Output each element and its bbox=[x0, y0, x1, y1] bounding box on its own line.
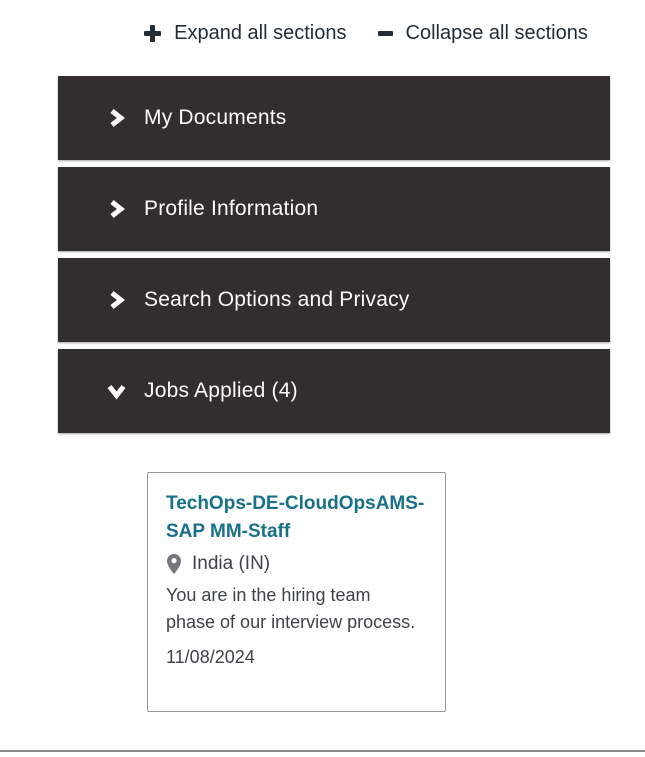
collapse-all-label: Collapse all sections bbox=[405, 21, 588, 44]
bottom-divider bbox=[0, 750, 645, 752]
chevron-right-icon bbox=[108, 108, 125, 128]
section-label: My Documents bbox=[144, 106, 287, 129]
job-application-card bbox=[147, 472, 446, 712]
location-pin-icon bbox=[166, 553, 182, 575]
chevron-right-icon bbox=[108, 199, 125, 219]
section-profile-information[interactable] bbox=[58, 167, 610, 251]
plus-icon bbox=[143, 24, 162, 43]
chevron-right-icon bbox=[108, 290, 125, 310]
expand-all-button[interactable] bbox=[143, 22, 346, 45]
job-status-text: You are in the hiring team phase of our interview process. bbox=[166, 585, 416, 632]
section-label: Search Options and Privacy bbox=[144, 288, 410, 311]
job-location-row bbox=[166, 553, 427, 575]
collapse-all-button[interactable] bbox=[377, 22, 588, 45]
section-label: Profile Information bbox=[144, 197, 319, 220]
chevron-down-icon bbox=[108, 381, 125, 401]
section-label: Jobs Applied (4) bbox=[144, 379, 298, 402]
profile-accordion bbox=[58, 76, 610, 433]
expand-all-label: Expand all sections bbox=[174, 21, 347, 44]
job-date: 11/08/2024 bbox=[166, 647, 255, 667]
section-search-options-privacy[interactable] bbox=[58, 258, 610, 342]
section-jobs-applied[interactable] bbox=[58, 349, 610, 433]
job-title-link[interactable]: TechOps-DE-CloudOpsAMS-SAP MM-Staff bbox=[166, 493, 425, 542]
minus-icon bbox=[377, 24, 394, 43]
job-location-text: India (IN) bbox=[192, 553, 271, 574]
section-my-documents[interactable] bbox=[58, 76, 610, 160]
section-controls bbox=[43, 0, 645, 46]
